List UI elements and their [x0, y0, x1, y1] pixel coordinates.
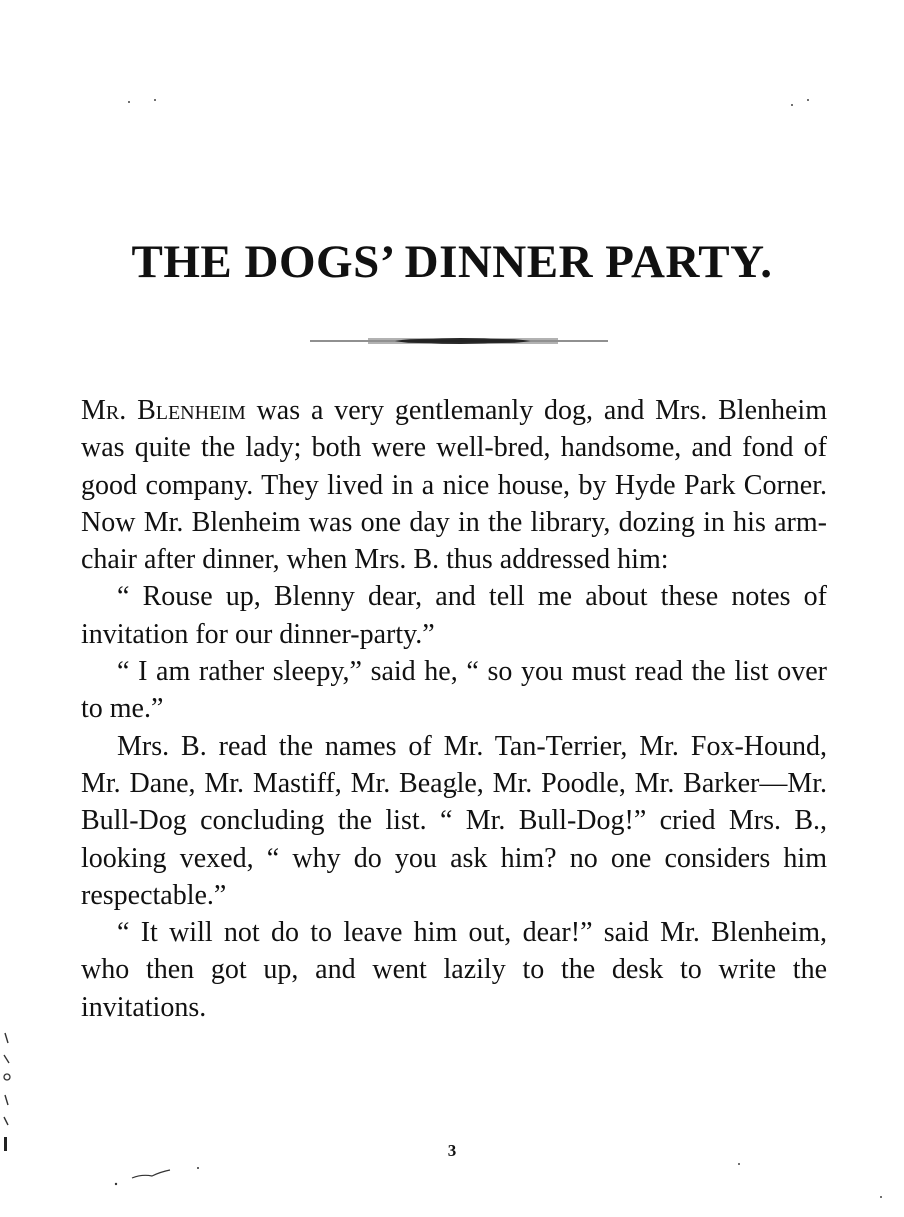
paragraph-4: Mrs. B. read the names of Mr. Tan-Terrier, Mr. Fox-Hound, Mr. Dane, Mr. Mastiff, Mr. Beagle, Mr. Poodle, Mr. Barker—Mr. Bull-Dog concluding the list. “ Mr. Bull-Dog!” cried Mrs. B., looking vexed, “ why do you ask him? no one considers him respectable.” — [81, 730, 827, 911]
lead-name-small-caps: Mr. Blenheim — [81, 395, 246, 426]
print-speck — [880, 1196, 882, 1198]
paragraph-5: “ It will not do to leave him out, dear!” said Mr. Blenheim, who then got up, and went lazily to the desk to write the invitations. — [81, 917, 827, 1023]
margin-binding-marks — [0, 1025, 14, 1155]
title-rule-ornament — [308, 334, 610, 348]
paragraph-1 — [81, 392, 827, 578]
paragraph-3: “ I am rather sleepy,” said he, “ so you must read the list over to me.” — [81, 656, 827, 725]
page-number: 3 — [447, 1141, 457, 1160]
paragraph-text: was a very gentlemanly dog, and Mrs. Blenheim was quite the lady; both were well-bred, handsome, and fond of good company. They lived in a nice house, by Hyde Park Corner. Now Mr. Blenheim was one day in the library, dozing in his arm-chair after dinner, when Mrs. B. thus addressed him: — [81, 395, 827, 576]
page-title: THE DOGS’ DINNER PARTY. — [131, 236, 773, 288]
print-speck — [154, 99, 156, 101]
paragraph-2: “ Rouse up, Blenny dear, and tell me about these notes of invitation for our dinner-party.” — [81, 581, 827, 650]
story-text — [81, 392, 827, 1026]
print-speck — [807, 99, 809, 101]
print-speck — [128, 101, 130, 103]
bottom-ink-mark — [112, 1160, 202, 1188]
print-speck — [791, 104, 793, 106]
print-speck — [738, 1163, 740, 1165]
